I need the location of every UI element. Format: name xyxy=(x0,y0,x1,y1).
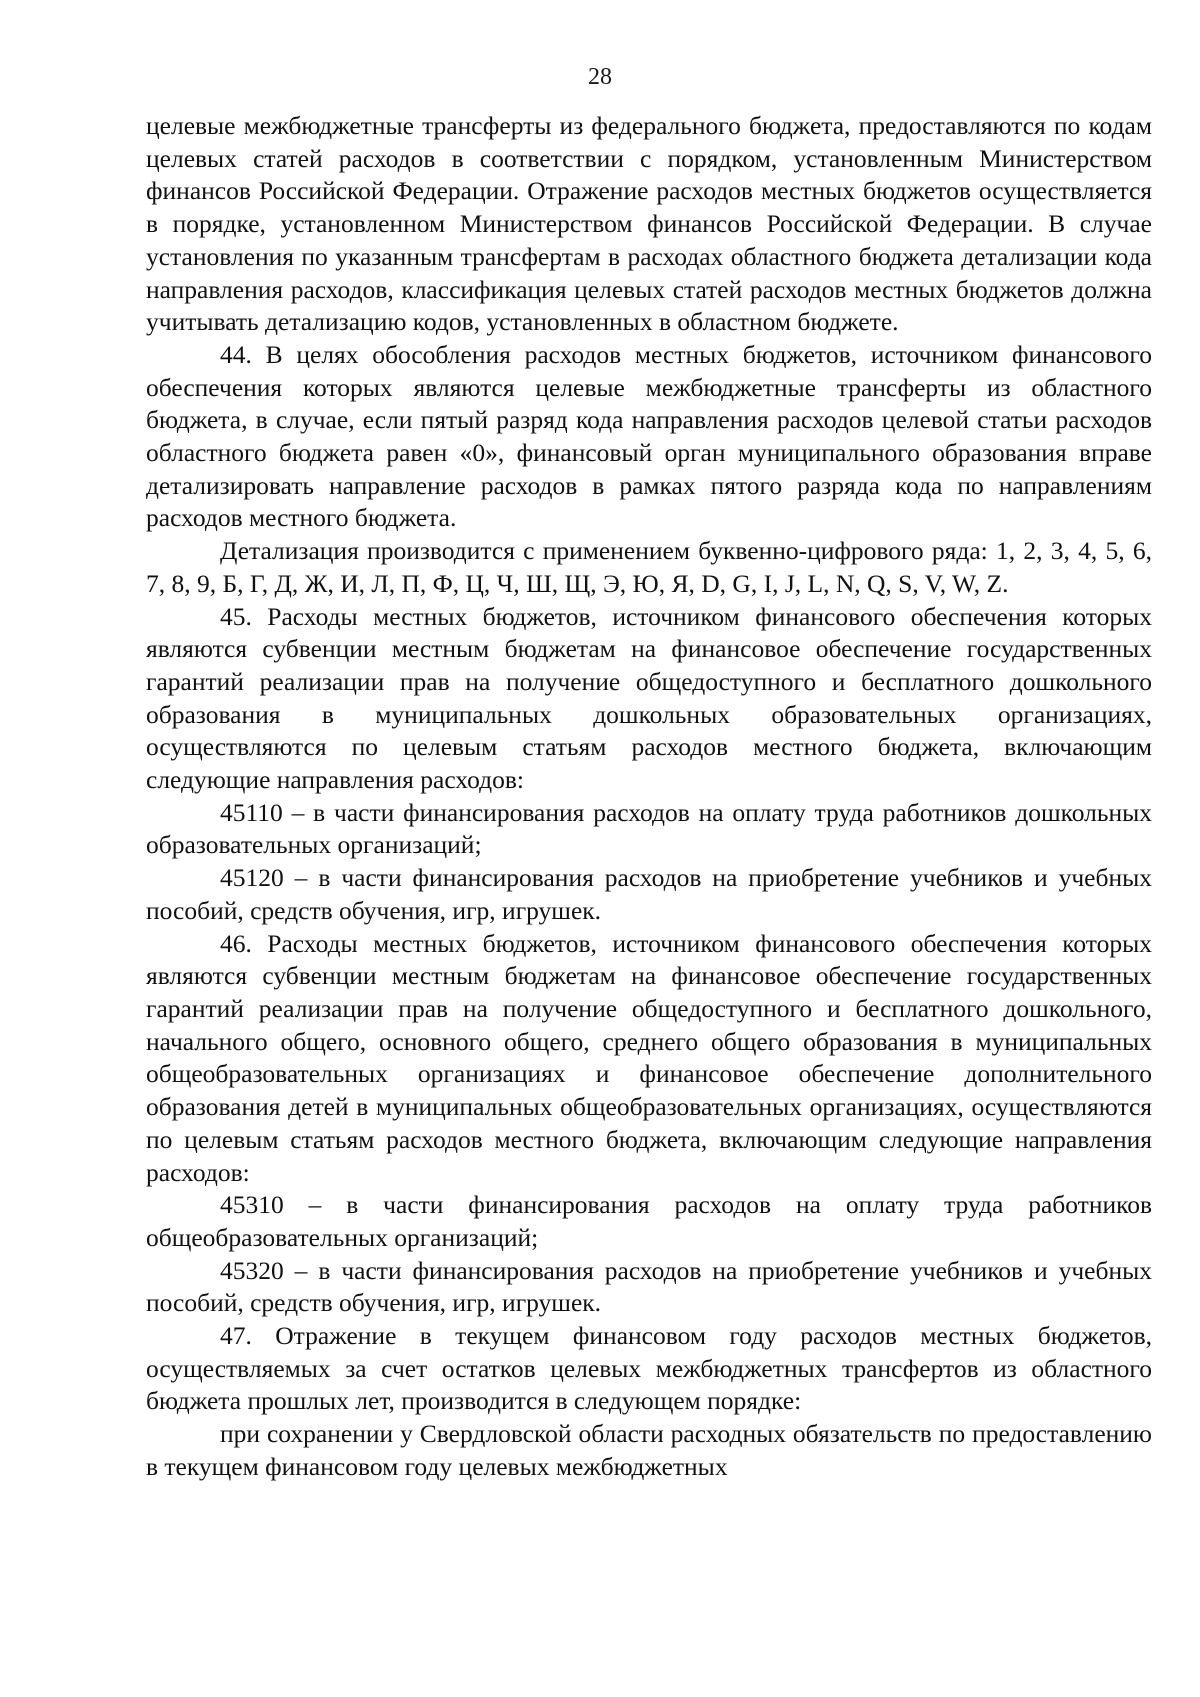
paragraph-45320: 45320 – в части финансирования расходов на приобретение учебников и учебных пособий, средств обучения, игр, игрушек. xyxy=(146,1255,1152,1318)
paragraph-45110: 45110 – в части финансирования расходов на оплату труда работников дошкольных образовательных организаций; xyxy=(146,797,1152,860)
page-number: 28 xyxy=(588,64,612,90)
paragraph-45310: 45310 – в части финансирования расходов на оплату труда работников общеобразовательных организаций; xyxy=(146,1190,1152,1252)
paragraph-45120: 45120 – в части финансирования расходов на приобретение учебников и учебных пособий, средств обучения, игр, игрушек. xyxy=(146,863,1152,925)
paragraph-detalization: Детализация производится с применением буквенно-цифрового ряда: 1, 2, 3, 4, 5, 6, 7, 8, 9, Б, Г, Д, Ж, И, Л, П, Ф, Ц, Ч, Ш, Щ, Э, Ю, Я, D, G, I, J, L, N, Q, S, V, W, Z. xyxy=(146,536,1152,598)
paragraph-46: 46. Расходы местных бюджетов, источником финансового обеспечения которых являются субвенции местным бюджетам на финансовое обеспечение государственных гарантий реализации прав на получение общедоступного и бесплатного дошкольного, начального общего, основного общего, среднего общего образования в муниципальных общеобразовательных организациях и финансовое обеспечение дополнительного образования детей в муниципальных общеобразовательных организациях, осуществляются по целевым статьям расходов местного бюджета, включающим следующие направления расходов: xyxy=(146,928,1152,1187)
paragraph-45: 45. Расходы местных бюджетов, источником финансового обеспечения которых являются субвенции местным бюджетам на финансовое обеспечение государственных гарантий реализации прав на получение общедоступного и бесплатного дошкольного образования в муниципальных дошкольных образовательных организациях, осуществляются по целевым статьям расходов местного бюджета, включающим следующие направления расходов: xyxy=(146,601,1152,795)
paragraph-47-continuation: при сохранении у Свердловской области расходных обязательств по предоставлению в текущем финансовом году целевых межбюджетных xyxy=(146,1419,1152,1481)
paragraph-continuation: целевые межбюджетные трансферты из федерального бюджета, предоставляются по кодам целевых статей расходов в соответствии с порядком, установленным Министерством финансов Российской Федерации. Отражение расходов местных бюджетов осуществляется в порядке, установленном Министерством финансов Российской Федерации. В случае установления по указанным трансфертам в расходах областного бюджета детализации кода направления расходов, классификация целевых статей расходов местных бюджетов должна учитывать детализацию кодов, установленных в областном бюджете. xyxy=(146,111,1152,337)
paragraph-47: 47. Отражение в текущем финансовом году расходов местных бюджетов, осуществляемых за счет остатков целевых межбюджетных трансфертов из областного бюджета прошлых лет, производится в следующем порядке: xyxy=(146,1321,1152,1416)
document-body xyxy=(146,110,1152,1484)
paragraph-44: 44. В целях обособления расходов местных бюджетов, источником финансового обеспечения которых являются целевые межбюджетные трансферты из областного бюджета, в случае, если пятый разряд кода направления расходов целевой статьи расходов областного бюджета равен «0», финансовый орган муниципального образования вправе детализировать направление расходов в рамках пятого разряда кода по направлениям расходов местного бюджета. xyxy=(146,339,1152,533)
